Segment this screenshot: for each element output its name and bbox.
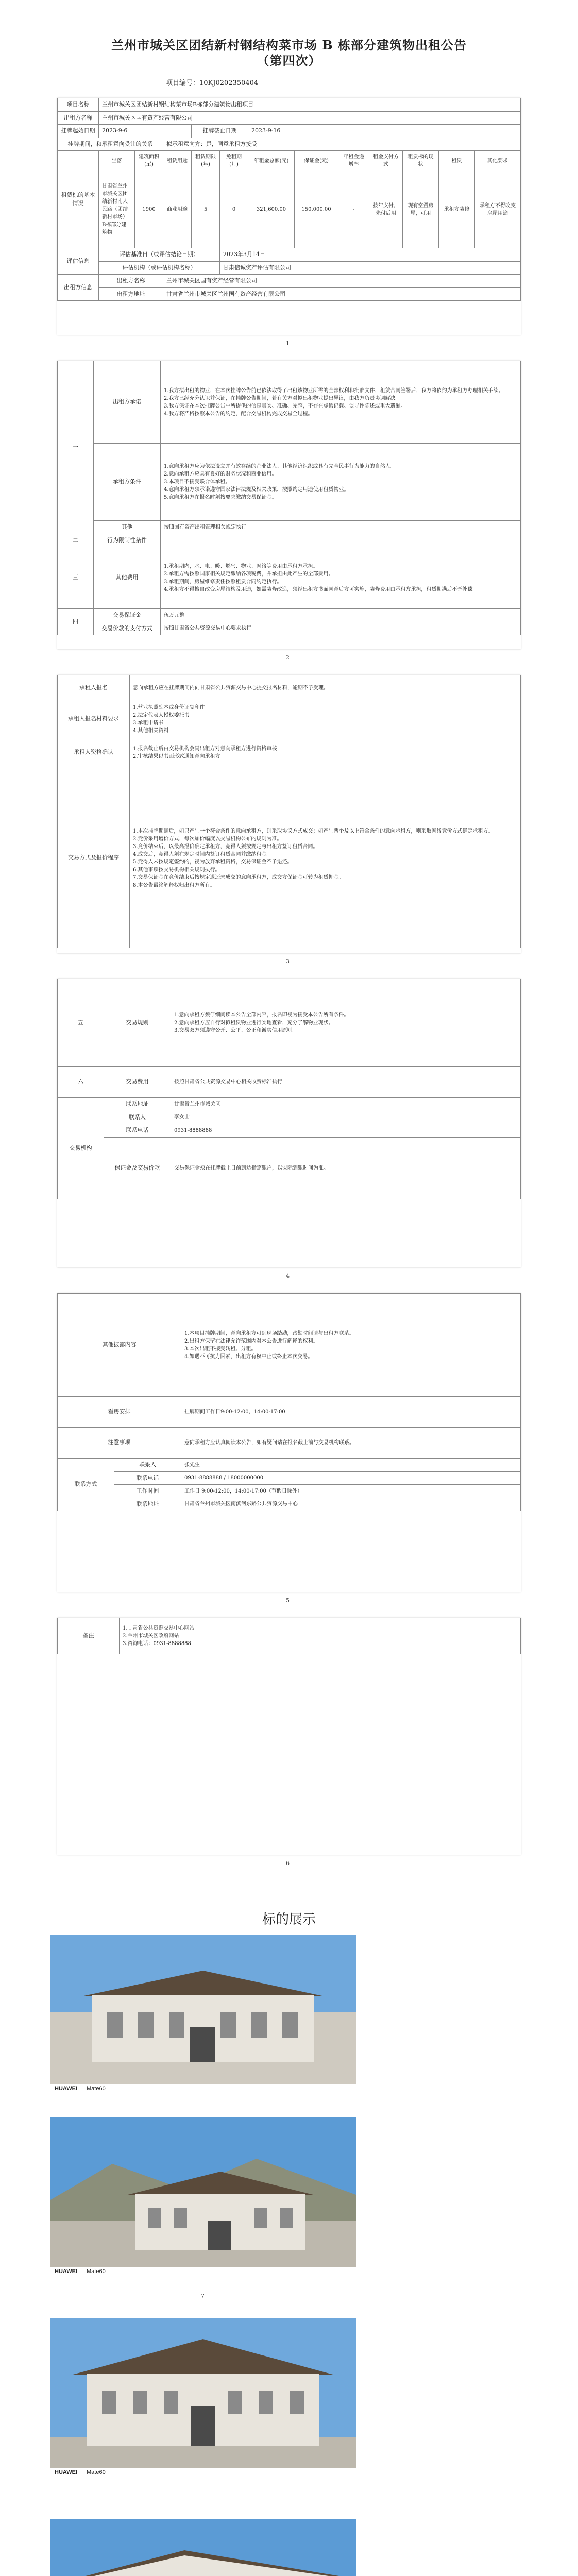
page-6 bbox=[57, 1618, 521, 1855]
row-label-eval: 评估信息 bbox=[58, 248, 99, 275]
row-label: 联系电话 bbox=[104, 1124, 171, 1138]
page-number: 1 bbox=[286, 340, 290, 347]
row-label: 其他披露内容 bbox=[58, 1294, 181, 1397]
photo-brand: HUAWEI bbox=[55, 2268, 77, 2275]
page-number: 4 bbox=[286, 1273, 290, 1279]
row-value: 1.承租期内，水、电、暖、燃气、物业、网络等费用由承租方承担。 2.承租方需按照国家相关规定缴纳各项税费，并承担由此产生的全部费用。 3.承租期间，房屋维修责任按照租赁合同约定执行。 4.承租方不得擅自改变房屋结构及用途，如需装修改造，须经出租方书面同意后方可实施，装修费用由承租方承担，租赁期满后不予补偿。 bbox=[161, 547, 521, 609]
row-value: 李女士 bbox=[171, 1111, 521, 1124]
row-label: 联系人 bbox=[114, 1459, 181, 1472]
row-value: 甘肃省兰州市城关区南滨河东路公共资源交易中心 bbox=[181, 1498, 521, 1511]
row-label: 联系地址 bbox=[114, 1498, 181, 1511]
row-label-start-date: 挂牌起始日期 bbox=[58, 125, 99, 138]
process-table bbox=[57, 675, 521, 948]
row-label: 看房安排 bbox=[58, 1397, 181, 1428]
cell-value: 承租方装修 bbox=[439, 171, 475, 248]
eval-date: 2023年3月14日 bbox=[220, 248, 521, 262]
row-label: 承租人报名 bbox=[58, 675, 130, 701]
row-value: 1.甘肃省公共资源交易中心网站 2.兰州市城关区政府网站 3.咨询电话：0931-8888888 bbox=[120, 1618, 521, 1654]
row-label-lessor-info: 出租方信息 bbox=[58, 275, 99, 301]
conditions-table bbox=[57, 361, 521, 635]
section-label: 五 bbox=[58, 979, 104, 1067]
photo-brand: HUAWEI bbox=[55, 2086, 77, 2092]
col-header: 年租金递增率 bbox=[338, 151, 369, 171]
cell-value: 商业用途 bbox=[163, 171, 192, 248]
cell-value: 现有空置房屋，可用 bbox=[403, 171, 439, 248]
row-label-project-name: 项目名称 bbox=[58, 98, 99, 112]
row-value: 伍万元整 bbox=[161, 609, 521, 622]
row-value: 挂牌期间工作日9:00-12:00，14:00-17:00 bbox=[181, 1397, 521, 1428]
section-label: 六 bbox=[58, 1067, 104, 1098]
misc-table bbox=[57, 1293, 521, 1511]
lessor-addr: 甘肃省兰州市城关区兰州国有资产经营有限公司 bbox=[163, 287, 521, 301]
row-value: 按照甘肃省公共资源交易中心相关收费标准执行 bbox=[171, 1067, 521, 1098]
row-value: 甘肃省兰州市城关区 bbox=[171, 1098, 521, 1111]
row-value: 1.本项目挂牌期间，意向承租方可到现场踏勘，踏勘时间请与出租方联系。 2.出租方保留在法律允许范围内对本公告进行解释的权利。 3.本次出租不接受转租、分租。 4.如遇不可抗力因素，出租方有权中止或终止本次交易。 bbox=[181, 1294, 521, 1397]
project-number bbox=[166, 77, 258, 87]
project-name: 兰州市城关区团结新村钢结构菜市场B栋部分建筑物出租项目 bbox=[99, 98, 521, 112]
photos-title: 标的展示 bbox=[262, 1912, 316, 1927]
lessor: 兰州市城关区国有资产经营有限公司 bbox=[99, 111, 521, 125]
page-4 bbox=[57, 979, 521, 1267]
notice-title: 兰州市城关区团结新村钢结构菜市场 B 栋部分建筑物出租公告 bbox=[111, 38, 467, 53]
lessor-name: 兰州市城关区国有资产经营有限公司 bbox=[163, 275, 521, 288]
section-label: 二 bbox=[58, 534, 94, 547]
lessor-name-label: 出租方名称 bbox=[99, 275, 163, 288]
page-number: 5 bbox=[286, 1597, 290, 1604]
row-value: 1.营业执照副本或身份证复印件 2.法定代表人授权委托书 3.承租申请书 4.其他相关资料 bbox=[130, 701, 521, 737]
rules-table bbox=[57, 979, 521, 1199]
cell-value: - bbox=[338, 171, 369, 248]
project-number-value: 10KJ0202350404 bbox=[199, 79, 259, 87]
col-header: 建筑面积(㎡) bbox=[135, 151, 163, 171]
photo-model: Mate60 bbox=[87, 2268, 106, 2275]
eval-agency: 甘肃信诚资产评估有限公司 bbox=[220, 261, 521, 275]
row-value: 0931-8888888 bbox=[171, 1124, 521, 1138]
row-label: 工作时间 bbox=[114, 1485, 181, 1498]
row-label-association: 挂牌期间，和承租意向受让的关系 bbox=[58, 138, 163, 151]
row-label: 交易价款的支付方式 bbox=[94, 622, 161, 635]
project-number-label: 项目编号： bbox=[166, 79, 200, 87]
col-header: 免租期(月) bbox=[220, 151, 248, 171]
row-label: 其他 bbox=[94, 521, 161, 534]
photo-caption bbox=[50, 2468, 356, 2478]
row-label: 联系电话 bbox=[114, 1471, 181, 1485]
start-date: 2023-9-6 bbox=[99, 125, 192, 138]
cell-value: 按年支付，先付后用 bbox=[369, 171, 403, 248]
eval-date-label: 评估基准日（或评估结论日期） bbox=[99, 248, 220, 262]
row-label: 联系人 bbox=[104, 1111, 171, 1124]
row-label: 行为限制性条件 bbox=[94, 534, 161, 547]
section-label: 一 bbox=[58, 361, 94, 534]
row-label: 注意事项 bbox=[58, 1428, 181, 1459]
row-label: 承租人报名材料要求 bbox=[58, 701, 130, 737]
col-header: 保证金(元) bbox=[295, 151, 338, 171]
row-value: 按照甘肃省公共资源交易中心要求执行 bbox=[161, 622, 521, 635]
page-number: 7 bbox=[201, 2293, 205, 2299]
row-label: 承租人资格确认 bbox=[58, 737, 130, 768]
cell-value: 5 bbox=[192, 171, 220, 248]
cell-value: 1900 bbox=[135, 171, 163, 248]
page-1 bbox=[57, 98, 521, 335]
row-value: 1.本次挂牌期满后，如只产生一个符合条件的意向承租方，则采取协议方式成交；如产生两个及以上符合条件的意向承租方，则采取网络竞价方式确定承租方。 2.竞价采用增价方式，每次加价幅度以交易机构公布的规则为准。 3.竞价结束后，以最高报价确定承租方，竞得人须按规定与出租方签订租赁合同。 4.成交后，竞得人须在规定时间内签订租赁合同并缴纳租金。 5.竞得人未按规定签约的，视为放弃承租资格，交易保证金不予退还。 6.其他事项按交易机构相关规则执行。 7.交易保证金在竞价结束后按规定退还未成交的意向承租方，成交方保证金可转为租赁押金。 8.本公告最终解释权归出租方所有。 bbox=[130, 768, 521, 948]
row-label: 交易规则 bbox=[104, 979, 171, 1067]
row-value: 工作日 9:00-12:00，14:00-17:00（节假日除外） bbox=[181, 1485, 521, 1498]
row-value: 按照国有资产出租管理相关规定执行 bbox=[161, 521, 521, 534]
row-value: 0931-8888888 / 18000000000 bbox=[181, 1471, 521, 1485]
building-photo bbox=[50, 2318, 356, 2468]
row-label-lessor: 出租方名称 bbox=[58, 111, 99, 125]
notice-subtitle: （第四次） bbox=[257, 53, 321, 68]
lease-info-table bbox=[57, 98, 521, 301]
col-header: 租金支付方式 bbox=[369, 151, 403, 171]
cell-value: 150,000.00 bbox=[295, 171, 338, 248]
row-value: 1.报名截止后由交易机构会同出租方对意向承租方进行资格审核 2.审核结果以书面形式通知意向承租方 bbox=[130, 737, 521, 768]
row-label: 交易机构 bbox=[58, 1098, 104, 1199]
building-photo bbox=[50, 2519, 356, 2576]
row-label-end-date: 挂牌截止日期 bbox=[192, 125, 248, 138]
row-label: 承租方条件 bbox=[94, 444, 161, 521]
row-label: 出租方承诺 bbox=[94, 361, 161, 444]
eval-agency-label: 评估机构（或评估机构名称） bbox=[99, 261, 220, 275]
photo-model: Mate60 bbox=[87, 2086, 106, 2092]
page-number: 2 bbox=[286, 654, 290, 661]
page-2 bbox=[57, 361, 521, 649]
photo-brand: HUAWEI bbox=[55, 2469, 77, 2476]
row-value: 意向承租方应认真阅读本公告，如有疑问请在报名截止前与交易机构联系。 bbox=[181, 1428, 521, 1459]
row-value: 意向承租方应在挂牌期间内向甘肃省公共资源交易中心提交报名材料，逾期不予受理。 bbox=[130, 675, 521, 701]
building-photo bbox=[50, 2117, 356, 2267]
col-header: 租赁用途 bbox=[163, 151, 192, 171]
row-label: 交易保证金 bbox=[94, 609, 161, 622]
col-header: 其他要求 bbox=[475, 151, 521, 171]
section-label: 三 bbox=[58, 547, 94, 609]
row-value: 1.意向承租方须仔细阅读本公告全部内容，报名即视为接受本公告所有条件。 2.意向承租方应自行对拟租赁物业进行实地查看，充分了解物业现状。 3.交易双方须遵守公开、公平、公正和诚实信用原则。 bbox=[171, 979, 521, 1067]
row-value: 1.我方拟出租的物业，在本次挂牌公告前已依法取得了出租该物业所需的全部权利和批准文件，租赁合同签署后，我方将依约为承租方办理相关手续。 2.我方已经充分认识并保证，在挂牌公告期间，若有关方对拟出租物业提出异议，由我方负责协调解决。 3.我方保证在本次挂牌公告中所提供的信息真实、准确、完整，不存在虚假记载、误导性陈述或重大遗漏。 4.我方将严格按照本公告的约定，配合交易机构完成交易全过程。 bbox=[161, 361, 521, 444]
row-value: 交易保证金须在挂牌截止日前到达指定账户，以实际到账时间为准。 bbox=[171, 1137, 521, 1199]
col-header: 年租金总额(元) bbox=[248, 151, 295, 171]
page-number: 3 bbox=[286, 958, 290, 965]
lessor-addr-label: 出租方地址 bbox=[99, 287, 163, 301]
building-photo bbox=[50, 1935, 356, 2084]
row-label: 交易费用 bbox=[104, 1067, 171, 1098]
row-value: 1.意向承租方应为依法设立并有效存续的企业法人、其他经济组织或具有完全民事行为能力的自然人。 2.意向承租方应具有良好的财务状况和商业信用。 3.本项目不接受联合体承租。 4.意向承租方须承诺遵守国家法律法规及相关政策，按照约定用途使用租赁物业。 5.意向承租方在报名时须按要求缴纳交易保证金。 bbox=[161, 444, 521, 521]
cell-value: 321,600.00 bbox=[248, 171, 295, 248]
row-label: 联系地址 bbox=[104, 1098, 171, 1111]
row-label: 备注 bbox=[58, 1618, 120, 1654]
row-label-basic: 租赁标的基本情况 bbox=[58, 151, 99, 248]
col-header: 租赁期限(年) bbox=[192, 151, 220, 171]
association: 拟承租意向方：是，同意承租方接受 bbox=[163, 138, 521, 151]
end-date: 2023-9-16 bbox=[248, 125, 521, 138]
section-label: 四 bbox=[58, 609, 94, 635]
col-header: 租赁 bbox=[439, 151, 475, 171]
notes-table bbox=[57, 1618, 521, 1654]
row-label: 联系方式 bbox=[58, 1459, 114, 1511]
cell-value: 承租方不得改变房屋用途 bbox=[475, 171, 521, 248]
photo-model: Mate60 bbox=[87, 2469, 106, 2476]
row-value bbox=[161, 534, 521, 547]
cell-value: 0 bbox=[220, 171, 248, 248]
col-header: 坐落 bbox=[99, 151, 135, 171]
col-header: 租赁标的现状 bbox=[403, 151, 439, 171]
page-3 bbox=[57, 675, 521, 953]
photo-caption bbox=[50, 2267, 356, 2277]
cell-value: 甘肃省兰州市城关区团结新村南人民路（团结新村市场）B栋部分建筑物 bbox=[99, 171, 135, 248]
row-label: 保证金及交易价款 bbox=[104, 1137, 171, 1199]
row-value: 张先生 bbox=[181, 1459, 521, 1472]
photo-caption bbox=[50, 2084, 356, 2094]
row-label: 交易方式及报价程序 bbox=[58, 768, 130, 948]
row-label: 其他费用 bbox=[94, 547, 161, 609]
page-number: 6 bbox=[286, 1860, 290, 1867]
page-5 bbox=[57, 1293, 521, 1592]
